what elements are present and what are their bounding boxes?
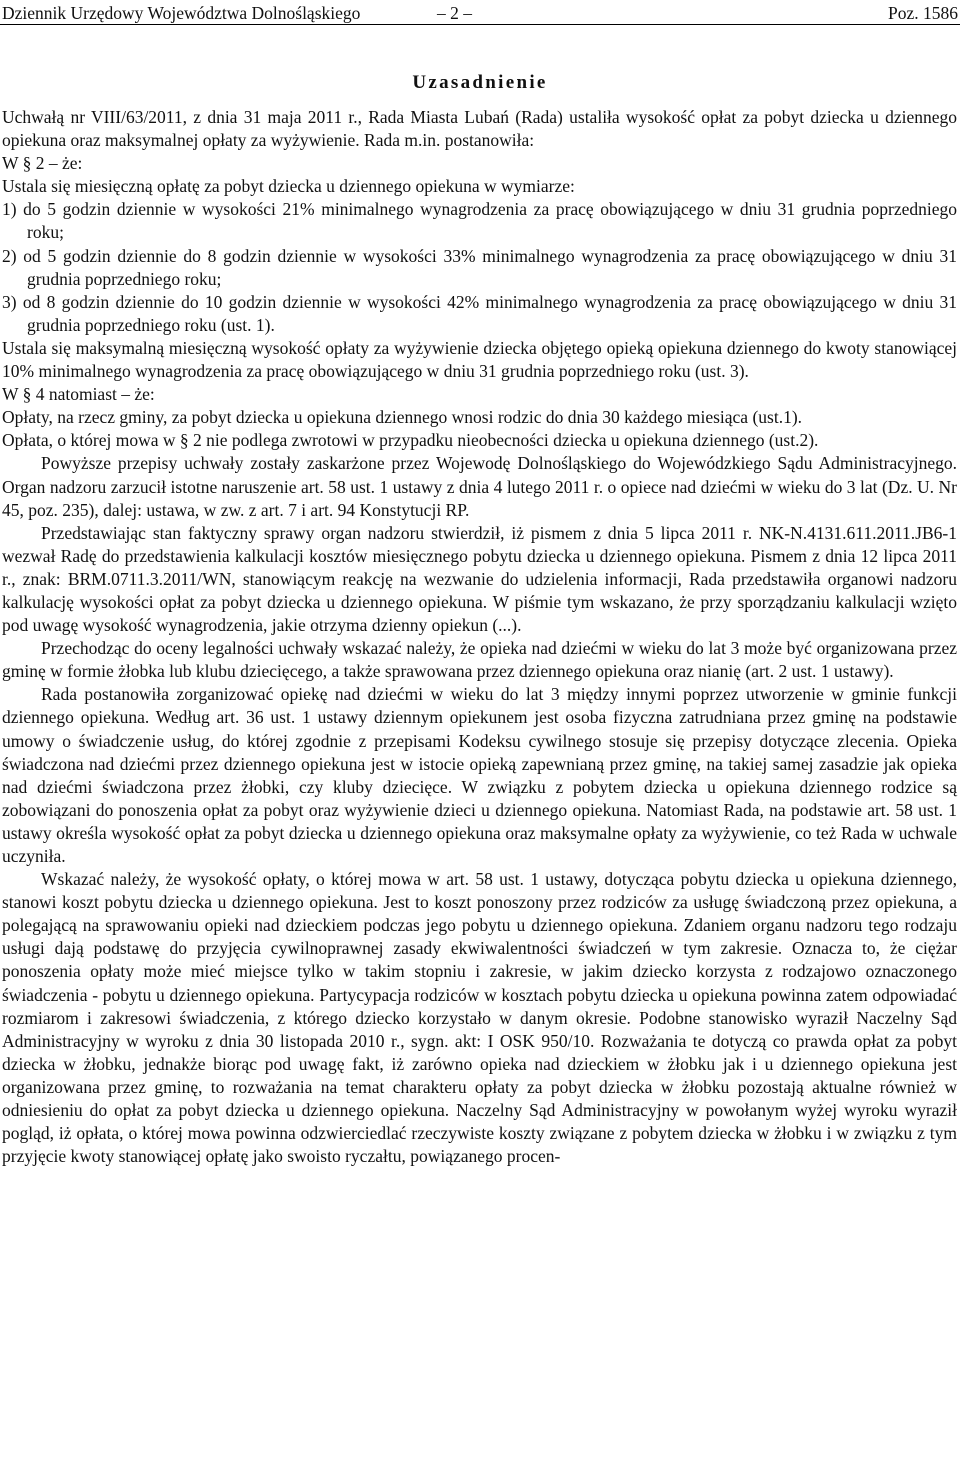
- paragraph-legality: Przechodząc do oceny legalności uchwały wskazać należy, że opieka nad dziećmi w wieku do lat 3 może być organizowana przez gminę w formie żłobka lub klubu dziecięcego, a także sprawowana przez dziennego opiekuna oraz nianię (art. 2 ust. 1 ustawy).: [2, 638, 957, 682]
- document-body: [2, 106, 957, 1168]
- list-item-1: 1) do 5 godzin dziennie w wysokości 21% minimalnego wynagrodzenia za pracę obowiązującego w dniu 31 grudnia poprzedniego roku;: [2, 199, 957, 243]
- paragraph-section-4: W § 4 natomiast – że:: [2, 384, 155, 405]
- page-header: [0, 2, 960, 25]
- paragraph-council-decision: Rada postanowiła zorganizować opiekę nad dziećmi w wieku do lat 3 między innymi poprzez utworzenie w gminie funkcji dziennego opiekuna. Według art. 36 ust. 1 ustawy dziennym opiekunem jest osoba fizyczna zatrudniana przez gminę na podstawie umowy o świadczenie usług, do której zgodnie z przepisami Kodeksu cywilnego stosuje się przepisy dotyczące zlecenia. Opieka świadczona nad dziećmi przez dziennego opiekuna jest w istocie opieką zapewnianą przez gminę, na takiej samej zasadzie jak opieka nad dziećmi świadczona przez żłobki, czy kluby dziecięce. W związku z pobytem dziecka u opiekuna dziennego rodzice są zobowiązani do ponoszenia opłat za pobyt oraz wyżywienie dzieci u dziennego opiekuna. Natomiast Rada, na podstawie art. 58 ust. 1 ustawy określa wysokość opłat za pobyt dziecka u dziennego opiekuna oraz maksymalne opłaty za wyżywienie, co też Rada w uchwale uczyniła.: [2, 684, 957, 866]
- paragraph-section-2: W § 2 – że:: [2, 153, 83, 174]
- paragraph-facts: Przedstawiając stan faktyczny sprawy organ nadzoru stwierdził, iż pismem z dnia 5 lipca 2011 r. NK-N.4131.611.2011.JB6-1 wezwał Radę do przedstawienia kalkulacji kosztów miesięcznego pobytu dziecka u dziennego opiekuna. Pismem z dnia 12 lipca 2011 r., znak: BRM.0711.3.2011/WN, stanowiącym reakcję na wezwanie do udzielenia informacji, Rada przedstawiła organowi nadzoru kalkulację wysokości opłat za pobyt dziecka u dziennego opiekuna. W piśmie tym wskazano, że przy sporządzaniu kalkulacji wzięto pod uwagę wysokość wynagrodzenia, jakie otrzyma dzienny opiekun (...).: [2, 522, 957, 636]
- paragraph-complaint: Powyższe przepisy uchwały zostały zaskarżone przez Wojewodę Dolnośląskiego do Wojewódzkiego Sądu Administracyjnego. Organ nadzoru zarzucił istotne naruszenie art. 58 ust. 1 ustawy z dnia 4 lutego 2011 r. o opiece nad dziećmi w wieku do 3 lat (Dz. U. Nr 45, poz. 235), dalej: ustawa, w zw. z art. 7 i art. 94 Konstytucji RP.: [2, 453, 957, 520]
- section-heading: Uzasadnienie: [412, 72, 548, 93]
- journal-title: Dziennik Urzędowy Województwa Dolnośląskiego: [2, 3, 361, 23]
- paragraph-no-refund: Opłata, o której mowa w § 2 nie podlega zwrotowi w przypadku nieobecności dziecka u opiekuna dziennego (ust.2).: [2, 430, 819, 451]
- list-item-2: 2) od 5 godzin dziennie do 8 godzin dziennie w wysokości 33% minimalnego wynagrodzenia za pracę obowiązującego w dniu 31 grudnia poprzedniego roku;: [2, 245, 957, 289]
- list-item-3: 3) od 8 godzin dziennie do 10 godzin dziennie w wysokości 42% minimalnego wynagrodzenia za pracę obowiązującego w dniu 31 grudnia poprzedniego roku (ust. 1).: [2, 291, 957, 335]
- paragraph-payments: Opłaty, na rzecz gminy, za pobyt dziecka u opiekuna dziennego wnosi rodzic do dnia 30 każdego miesiąca (ust.1).: [2, 407, 803, 428]
- paragraph-intro: Uchwałą nr VIII/63/2011, z dnia 31 maja 2011 r., Rada Miasta Lubań (Rada) ustaliła wysokość opłat za pobyt dziecka u dziennego opiekuna oraz maksymalnej opłaty za wyżywienie. Rada m.in. postanowiła:: [2, 107, 957, 151]
- paragraph-meals: Ustala się maksymalną miesięczną wysokość opłaty za wyżywienie dziecka objętego opieką opiekuna dziennego do kwoty stanowiącej 10% minimalnego wynagrodzenia za pracę obowiązującego w dniu 31 grudnia poprzedniego roku (ust. 3).: [2, 337, 957, 382]
- paragraph-fee-analysis: Wskazać należy, że wysokość opłaty, o której mowa w art. 58 ust. 1 ustawy, dotycząca pobytu dziecka u opiekuna dziennego, stanowi koszt pobytu dziecka u dziennego opiekuna. Jest to koszt ponoszony przez rodziców za usługę świadczoną przez opiekuna, a polegającą na sprawowaniu opieki nad dzieckiem podczas jego pobytu u dziennego opiekuna. Zdaniem organu nadzoru tego rodzaju usługi dają podstawę do przyjęcia cywilnoprawnej zasady ekwiwalentności świadczeń w tym zakresie. Oznacza to, że ciężar ponoszenia opłaty może mieć miejsce tylko w takim stopniu i zakresie, w jakim dziecko korzysta z rodzajowo oznaczonego świadczenia - pobytu u dziennego opiekuna. Partycypacja rodziców w kosztach pobytu dziecka u opiekuna powinna zatem odpowiadać rozmiarom i zakresowi świadczenia, z którego dziecko korzystało w danym okresie. Podobne stanowisko wyraził Naczelny Sąd Administracyjny w wyroku z dnia 30 listopada 2010 r., sygn. akt: I OSK 950/10. Rozważania te dotyczą co prawda opłat za pobyt dziecka w żłobku, jednakże biorąc pod uwagę fakt, iż zarówno opieka nad dzieckiem w żłobku jak i u dziennego opiekuna jest organizowana przez gminę, to rozważania na temat charakteru opłaty za pobyt dziecka w żłobku pozostają aktualne również w odniesieniu do opłat za pobyt dziecka u dziennego opiekuna. Naczelny Sąd Administracyjny w powołanym wyżej wyroku wyraził pogląd, iż opłata, o której mowa powinna odzwierciedlać rzeczywiste koszty związane z pobytem dziecka w żłobku i w związku z tym przyjęcie kwoty stanowiącej opłatę jako swoisto ryczałtu, powiązanego procen-: [2, 869, 957, 1167]
- position-number: Poz. 1586: [888, 3, 958, 23]
- paragraph-fee-rule: Ustala się miesięczną opłatę za pobyt dziecka u dziennego opiekuna w wymiarze:: [2, 176, 575, 197]
- page-number: – 2 –: [437, 3, 472, 23]
